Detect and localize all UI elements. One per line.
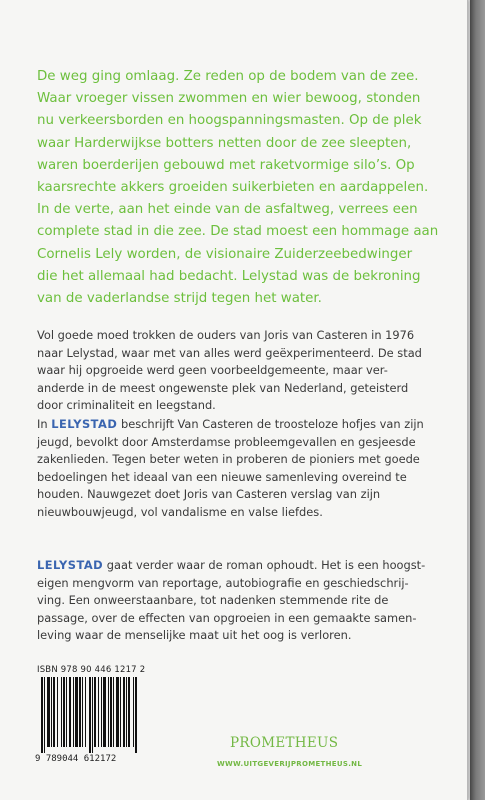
- barcode-bar: [120, 677, 121, 747]
- blurb-line: naar Lelystad, waar met van alles werd geëxperimenteerd. De stad: [37, 345, 422, 360]
- blurb-line: nieuwbouwjeugd, vol vandalisme en valse liefdes.: [37, 504, 323, 519]
- barcode-bar: [69, 677, 71, 747]
- barcode-bar: [133, 677, 134, 747]
- barcode-bar: [110, 677, 112, 747]
- isbn-barcode-block: [35, 665, 165, 769]
- quote-line: In de verte, aan het einde van de asfaltweg, verrees een: [37, 202, 418, 218]
- barcode-bar: [113, 677, 114, 747]
- green-quote: [37, 66, 453, 310]
- blurb-paragraph-2: [37, 416, 457, 522]
- blurb-line: houden. Nauwgezet doet Joris van Casteren verslag van zijn: [37, 487, 381, 502]
- barcode-bar: [116, 677, 119, 747]
- blurb-line: waar hij opgroeide werd geen voorbeeldgemeente, maar ver-: [37, 363, 388, 378]
- barcode-bar: [123, 677, 125, 747]
- quote-line: complete stad in die zee. De stad moest een hommage aan: [37, 224, 439, 240]
- blurb-line: eigen mengvorm van reportage, autobiografie en geschiedschrij-: [37, 575, 409, 590]
- blurb-line: ving. Een onweerstaanbare, tot nadenken stemmende rite de: [37, 593, 389, 608]
- blurb-line-rest: beschrijft Van Casteren de troosteloze hofjes van zijn: [117, 417, 424, 431]
- blurb-line: bedoelingen het ideaal van een nieuwe samenleving overeind te: [37, 469, 407, 484]
- barcode-bar: [57, 677, 58, 747]
- barcode-bar: [53, 677, 55, 747]
- blurb-line: jeugd, bevolkt door Amsterdamse probleemgevallen en gesjeesde: [37, 434, 416, 449]
- publisher-logo: PROMETHEUS: [230, 735, 339, 751]
- blurb-line: leving waar de menselijke maat uit het oog is verloren.: [37, 628, 352, 643]
- blurb-line-prefix: In: [37, 417, 52, 431]
- barcode-bar: [103, 677, 106, 747]
- blurb-paragraph-3: [37, 557, 457, 645]
- barcode-bar: [51, 677, 52, 747]
- blurb-line: zakenlieden. Tegen beter weten in proberen de pioniers met goede: [37, 452, 420, 467]
- barcode-bar: [75, 677, 78, 747]
- publisher-url: WWW.UITGEVERIJPROMETHEUS.NL: [217, 760, 363, 768]
- blurb-line: passage, over de effecten van opgroeien in een gemaakte samen-: [37, 610, 417, 625]
- barcode-bar: [66, 677, 67, 747]
- barcode-bar: [85, 677, 86, 747]
- barcode-icon: [35, 677, 167, 755]
- barcode-bar: [44, 677, 45, 753]
- quote-line: waren boerderijen gebouwd met raketvormige silo’s. Op: [37, 157, 415, 173]
- book-title-highlight: LELYSTAD: [37, 558, 104, 572]
- barcode-bar: [89, 677, 91, 753]
- quote-line: van de vaderlandse strijd tegen het water.: [37, 291, 322, 307]
- barcode-bar: [98, 677, 99, 747]
- quote-line: Cornelis Lely worden, de visionaire Zuiderzeebedwinger: [37, 246, 413, 262]
- barcode-bar: [135, 677, 137, 753]
- isbn-digits: 9 789044 612172: [35, 754, 117, 764]
- barcode-bar: [126, 677, 127, 747]
- blurb-line: door criminaliteit en leegstand.: [37, 398, 216, 413]
- blurb-line: [37, 557, 457, 575]
- quote-line: nu verkeersborden en hoogspanningsmasten. Op de plek: [37, 113, 422, 129]
- quote-line: Waar vroeger vissen zwommen en wier bewoog, stonden: [37, 91, 421, 107]
- barcode-bar: [92, 677, 93, 753]
- barcode-bar: [108, 677, 109, 747]
- quote-line: waar Harderwijkse botters netten door de zee sleepten,: [37, 135, 412, 151]
- barcode-bar: [63, 677, 65, 747]
- barcode-bar: [101, 677, 102, 747]
- isbn-label: ISBN 978 90 446 1217 2: [37, 665, 146, 675]
- blurb-line: Vol goede moed trokken de ouders van Joris van Casteren in 1976: [37, 328, 415, 342]
- barcode-bar: [73, 677, 74, 747]
- quote-line: De weg ging omlaag. Ze reden op de bodem van de zee.: [37, 69, 419, 84]
- blurb-line-rest: gaat verder waar de roman ophoudt. Het is een hoogst-: [103, 558, 426, 572]
- book-title-highlight: LELYSTAD: [51, 417, 118, 431]
- barcode-bar: [82, 677, 83, 747]
- quote-line: die het allemaal had bedacht. Lelystad was de bekroning: [37, 268, 421, 284]
- spine-edge-dark: [470, 0, 485, 800]
- barcode-bar: [94, 677, 96, 747]
- barcode-bar: [61, 677, 62, 747]
- barcode-bar: [47, 677, 50, 747]
- barcode-bar: [128, 677, 130, 747]
- blurb-line: anderde in de meest ongewenste plek van Nederland, geteisterd: [37, 380, 409, 395]
- barcode-bar: [41, 677, 43, 753]
- blurb-paragraph-1: [37, 327, 457, 415]
- blurb-line: [37, 416, 457, 434]
- quote-line: kaarsrechte akkers groeiden suikerbieten en aardappelen.: [37, 180, 429, 196]
- barcode-bar: [79, 677, 81, 747]
